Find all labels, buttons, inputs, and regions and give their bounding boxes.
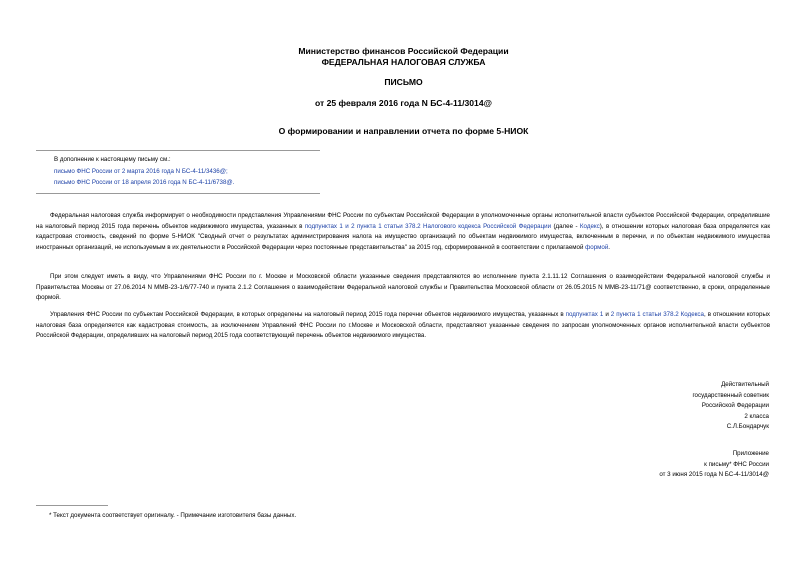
paragraph-1-text-b: (далее - (551, 222, 580, 230)
code-link[interactable]: Кодекс (579, 222, 600, 230)
paragraph-1-text-a: Федеральная налоговая служба информирует о необходимости представления Управлениями ФНС России по субъектам Российской Федерации в уполномоченные органы исполнительной власти субъектов Российской Федерации, определившие на налоговый период 2015 года перечень объектов недвижимого имущества, указанных в (36, 212, 770, 230)
paragraph-2 (36, 272, 770, 304)
appendix-line-3: от 3 июня 2015 года N БС-4-11/3014@ (659, 471, 769, 478)
subparagraph-1-link[interactable]: подпунктах 1 (565, 311, 604, 318)
paragraph-1-text-c: ), в отношении которых налоговая база определяется как кадастровая стоимость, сведений по форме 5-НИОК "Сводный отчет о результатах администрирования налога на имущество организаций по объектам недвижимого имущества, включенным в перечни, и по объектам недвижимого имущества иностранных организаций, не используемым в их деятельности в Российской Федерации через постоянные представительства" за 2015 год, сформированной в соответствии с прилагаемой (36, 222, 771, 251)
tax-code-subparagraphs-link[interactable]: подпунктах 1 и 2 пункта 1 статьи 378.2 Налогового кодекса Российской Федерации (304, 222, 552, 230)
paragraph-1-text-d: . (608, 243, 611, 251)
signature-line-1: Действительный (721, 381, 769, 388)
paragraph-2-text: При этом следует иметь в виду, что Управлениями ФНС России по г. Москве и Московской области указанные сведения представляются во исполнение пункта 2.1.11.12 Соглашения о взаимодействии Федеральной налоговой службы и Правительства Москвы от 27.06.2014 N ММВ-23-1/6/77-740 и пункта 2.1.2 Соглашения о взаимодействии Федеральной налоговой службы и Правительства Московской области от 26.05.2015 N ММВ-23-11/71@ соответственно, в сроки, определенные формой. (36, 273, 770, 301)
appendix-block (659, 449, 769, 481)
footnote-rule (36, 505, 108, 506)
form-link[interactable]: формой (585, 243, 609, 251)
note-bottom-rule (36, 193, 320, 194)
document-subject: О формировании и направлении отчета по форме 5-НИОК (278, 126, 529, 136)
related-documents-note (36, 150, 320, 194)
signature-line-4: 2 класса (744, 412, 769, 420)
paragraph-3-text-a: Управления ФНС России по субъектам Российской Федерации, в которых определены на налоговый период 2015 года перечни объектов недвижимого имущества, указанных в (50, 311, 566, 318)
ministry-title: Министерство финансов Российской Федерации (298, 46, 509, 56)
appendix-line-1: Приложение (732, 450, 769, 457)
service-title: ФЕДЕРАЛЬНАЯ НАЛОГОВАЯ СЛУЖБА (321, 57, 486, 67)
appendix-line-2: к письму* ФНС России (704, 460, 769, 468)
signature-line-2: государственный советник (692, 391, 769, 399)
signature-line-3: Российской Федерации (701, 402, 769, 409)
paragraph-3-text-b: и (603, 311, 611, 318)
paragraph-1 (36, 211, 770, 253)
note-top-rule (36, 150, 320, 151)
footnote: * Текст документа соответствует оригиналу. - Примечание изготовителя базы данных. (49, 512, 297, 519)
paragraph-3-text-c: , в отношении которых налоговая база определяется как кадастровая стоимость, за исключением Управлений ФНС России по г.Москве и Московской области, представляют указанные сведения по запросам уполномоченных органов исполнительной власти субъектов Российской Федерации, определивших на налоговый период 2015 года соответствующий перечень объектов недвижимого имущества. (36, 311, 770, 339)
paragraph-3 (36, 310, 770, 342)
article-378-2-link[interactable]: 2 пункта 1 статьи 378.2 Кодекса (610, 311, 704, 318)
related-letter-link-1[interactable]: письмо ФНС России от 2 марта 2016 года N БС-4-11/3436@; (54, 167, 228, 175)
note-intro: В дополнение к настоящему письму см.: (54, 156, 171, 163)
related-letter-link-2[interactable]: письмо ФНС России от 18 апреля 2016 года N БС-4-11/6738@. (54, 179, 235, 186)
document-type: ПИСЬМО (384, 77, 423, 87)
document-date-number: от 25 февраля 2016 года N БС-4-11/3014@ (314, 98, 492, 108)
signatory-name: С.Л.Бондарчук (726, 423, 769, 430)
signature-block (692, 380, 769, 433)
